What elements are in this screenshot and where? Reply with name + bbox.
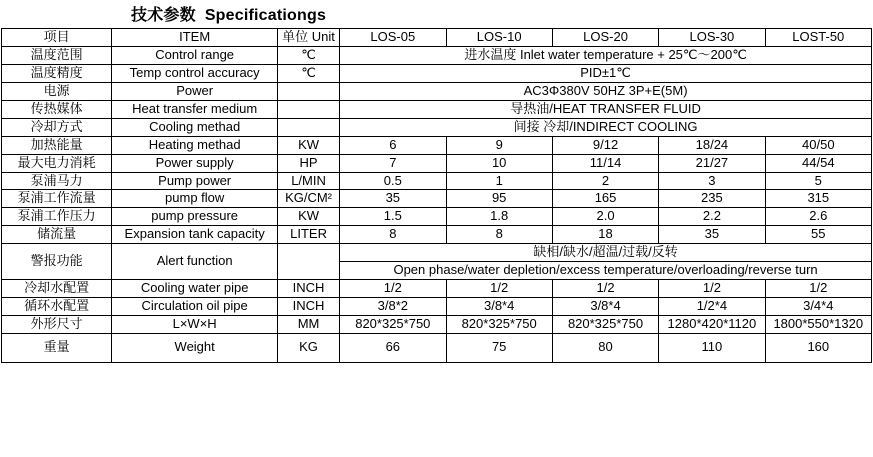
row-value: 1/2*4: [659, 298, 765, 316]
row-value: 165: [552, 190, 658, 208]
table-row: [2, 208, 872, 226]
row-value: 10: [446, 154, 552, 172]
row-value: 3: [659, 172, 765, 190]
header-cell-item-cn: 项目: [2, 29, 112, 47]
row-label-en: Alert function: [112, 244, 278, 280]
page-title-cn: 技术参数: [131, 7, 196, 24]
row-unit: [277, 244, 339, 280]
row-value: 5: [765, 172, 871, 190]
row-span-value: 导热油/HEAT TRANSFER FLUID: [340, 100, 872, 118]
row-label-cn: 冷却水配置: [2, 280, 112, 298]
row-span-value-line2: Open phase/water depletion/excess temperature/overloading/reverse turn: [340, 262, 872, 280]
row-label-en: Control range: [112, 46, 278, 64]
row-value: 8: [446, 226, 552, 244]
row-value: 75: [446, 333, 552, 362]
row-unit: KG/CM²: [277, 190, 339, 208]
row-unit: INCH: [277, 280, 339, 298]
row-unit: KW: [277, 208, 339, 226]
specifications-table: [1, 28, 872, 363]
row-label-en: Cooling methad: [112, 118, 278, 136]
row-value: 1.5: [340, 208, 446, 226]
row-label-en: Weight: [112, 333, 278, 362]
row-unit: [277, 100, 339, 118]
page-title-en: Specificationgs: [204, 7, 327, 24]
row-unit: INCH: [277, 298, 339, 316]
row-span-value: 间接 冷却/INDIRECT COOLING: [340, 118, 872, 136]
row-label-cn: 电源: [2, 82, 112, 100]
row-unit: ℃: [277, 46, 339, 64]
row-value: 55: [765, 226, 871, 244]
row-label-en: Heat transfer medium: [112, 100, 278, 118]
row-label-en: Power supply: [112, 154, 278, 172]
table-row: [2, 82, 872, 100]
row-value: 0.5: [340, 172, 446, 190]
header-cell-model-3: LOS-20: [552, 29, 658, 47]
table-header-row: [2, 29, 872, 47]
table-row: [2, 172, 872, 190]
row-value: 9/12: [552, 136, 658, 154]
table-row: [2, 136, 872, 154]
row-unit: LITER: [277, 226, 339, 244]
table-row: [2, 190, 872, 208]
row-value: 35: [340, 190, 446, 208]
row-value: 160: [765, 333, 871, 362]
row-label-en: pump pressure: [112, 208, 278, 226]
row-value: 66: [340, 333, 446, 362]
row-value: 21/27: [659, 154, 765, 172]
row-label-cn: 泵浦马力: [2, 172, 112, 190]
row-value: 80: [552, 333, 658, 362]
row-value: 1: [446, 172, 552, 190]
header-cell-model-2: LOS-10: [446, 29, 552, 47]
row-value: 2.0: [552, 208, 658, 226]
row-label-cn: 最大电力消耗: [2, 154, 112, 172]
table-row: [2, 100, 872, 118]
row-label-en: Power: [112, 82, 278, 100]
row-value: 18/24: [659, 136, 765, 154]
row-label-cn: 温度精度: [2, 64, 112, 82]
row-label-en: Heating methad: [112, 136, 278, 154]
row-unit: KG: [277, 333, 339, 362]
row-label-cn: 冷却方式: [2, 118, 112, 136]
table-row: [2, 226, 872, 244]
row-label-cn: 泵浦工作压力: [2, 208, 112, 226]
row-value: 1.8: [446, 208, 552, 226]
row-value: 1/2: [659, 280, 765, 298]
header-cell-item-en: ITEM: [112, 29, 278, 47]
row-label-cn: 储流量: [2, 226, 112, 244]
row-span-value: AC3Φ380V 50HZ 3P+E(5M): [340, 82, 872, 100]
row-unit: [277, 118, 339, 136]
row-value: 235: [659, 190, 765, 208]
row-value: 820*325*750: [340, 316, 446, 334]
table-row: [2, 316, 872, 334]
row-label-cn: 循环水配置: [2, 298, 112, 316]
table-row: [2, 244, 872, 262]
table-row: [2, 333, 872, 362]
row-label-cn: 传热媒体: [2, 100, 112, 118]
header-cell-unit: 单位 Unit: [277, 29, 339, 47]
header-cell-model-4: LOS-30: [659, 29, 765, 47]
row-span-value: 进水温度 Inlet water temperature + 25℃～200℃: [340, 46, 872, 64]
row-value: 8: [340, 226, 446, 244]
row-unit: MM: [277, 316, 339, 334]
table-row: [2, 280, 872, 298]
row-unit: [277, 82, 339, 100]
row-label-en: Pump power: [112, 172, 278, 190]
row-value: 1280*420*1120: [659, 316, 765, 334]
table-row: [2, 298, 872, 316]
table-row: [2, 118, 872, 136]
row-value: 2.2: [659, 208, 765, 226]
row-value: 1800*550*1320: [765, 316, 871, 334]
row-label-en: Temp control accuracy: [112, 64, 278, 82]
row-label-en: Cooling water pipe: [112, 280, 278, 298]
row-value: 40/50: [765, 136, 871, 154]
row-span-value: PID±1℃: [340, 64, 872, 82]
row-value: 35: [659, 226, 765, 244]
table-row: [2, 154, 872, 172]
row-value: 3/8*4: [446, 298, 552, 316]
row-value: 1/2: [765, 280, 871, 298]
row-value: 110: [659, 333, 765, 362]
row-span-value-line1: 缺相/缺水/超温/过载/反转: [340, 244, 872, 262]
row-unit: HP: [277, 154, 339, 172]
row-label-en: Expansion tank capacity: [112, 226, 278, 244]
row-label-cn: 泵浦工作流量: [2, 190, 112, 208]
row-label-en: Circulation oil pipe: [112, 298, 278, 316]
row-value: 315: [765, 190, 871, 208]
row-value: 3/8*4: [552, 298, 658, 316]
page-title: [0, 0, 873, 28]
row-label-cn: 温度范围: [2, 46, 112, 64]
row-value: 18: [552, 226, 658, 244]
header-cell-model-5: LOST-50: [765, 29, 871, 47]
row-value: 820*325*750: [552, 316, 658, 334]
row-value: 1/2: [446, 280, 552, 298]
row-label-cn: 外形尺寸: [2, 316, 112, 334]
row-value: 3/8*2: [340, 298, 446, 316]
row-value: 820*325*750: [446, 316, 552, 334]
row-unit: ℃: [277, 64, 339, 82]
row-value: 7: [340, 154, 446, 172]
header-cell-model-1: LOS-05: [340, 29, 446, 47]
row-value: 44/54: [765, 154, 871, 172]
row-value: 3/4*4: [765, 298, 871, 316]
row-value: 9: [446, 136, 552, 154]
table-row: [2, 64, 872, 82]
row-unit: L/MIN: [277, 172, 339, 190]
row-value: 1/2: [552, 280, 658, 298]
row-label-cn: 加热能量: [2, 136, 112, 154]
row-label-en: L×W×H: [112, 316, 278, 334]
row-value: 6: [340, 136, 446, 154]
row-label-cn: 重量: [2, 333, 112, 362]
row-label-en: pump flow: [112, 190, 278, 208]
row-value: 2.6: [765, 208, 871, 226]
row-value: 95: [446, 190, 552, 208]
row-unit: KW: [277, 136, 339, 154]
row-value: 1/2: [340, 280, 446, 298]
row-value: 11/14: [552, 154, 658, 172]
row-value: 2: [552, 172, 658, 190]
table-row: [2, 46, 872, 64]
row-label-cn: 警报功能: [2, 244, 112, 280]
